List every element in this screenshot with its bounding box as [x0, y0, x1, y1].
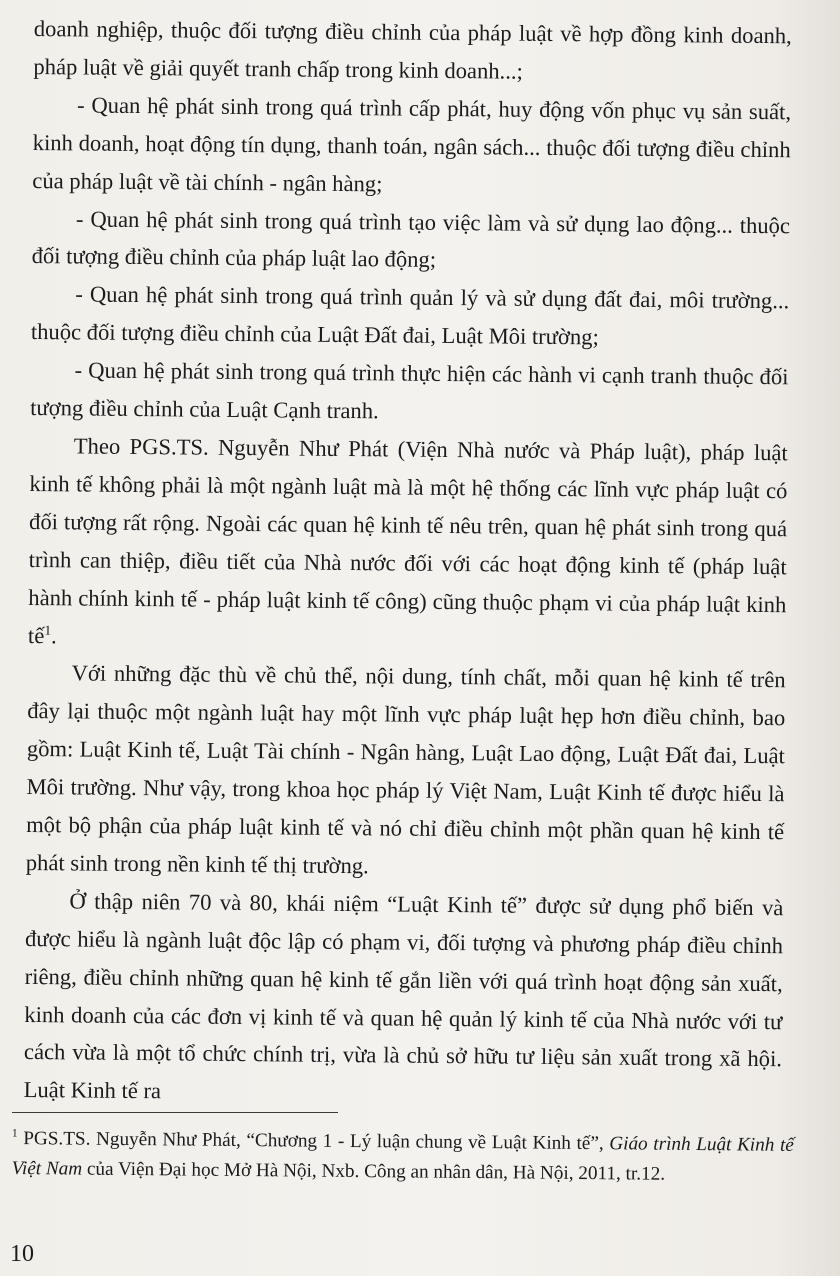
paragraph-labor: - Quan hệ phát sinh trong quá trình tạo việc làm và sử dụng lao động... thuộc đối tượng điều chỉnh của pháp luật lao động; [31, 205, 791, 273]
paragraph-land-environment: - Quan hệ phát sinh trong quá trình quản lý và sử dụng đất đai, môi trường... thuộc đối tượng điều chỉnh của Luật Đất đai, Luật Môi trường; [30, 281, 790, 350]
footnote-text-before: PGS.TS. Nguyễn Như Phát, “Chương 1 - Lý luận chung về Luật Kinh tế”, [17, 1128, 610, 1155]
footnote-text-after: của Viện Đại học Mở Hà Nội, Nxb. Công an nhân dân, Hà Nội, 2011, tr.12. [82, 1158, 666, 1185]
body-text [23, 10, 792, 1117]
paragraph-competition: - Quan hệ phát sinh trong quá trình thực hiện các hành vi cạnh tranh thuộc đối tượng điều chỉnh của Luật Cạnh tranh. [30, 357, 789, 424]
footnote-entry [11, 1124, 793, 1191]
paragraph-finance-banking: - Quan hệ phát sinh trong quá trình cấp phát, huy động vốn phục vụ sản suất, kinh doanh, hoạt động tín dụng, thanh toán, ngân sách... thuộc đối tượng điều chỉnh của pháp luật về tài chính - ngân hàng; [32, 92, 792, 196]
page-number: 10 [10, 1241, 34, 1267]
paragraph-period: . [50, 622, 57, 648]
paragraph-continuation: doanh nghiệp, thuộc đối tượng điều chỉnh của pháp luật về hợp đồng kinh doanh, pháp luật về giải quyết tranh chấp trong kinh doanh...; [33, 15, 792, 84]
footnote [11, 1124, 793, 1191]
paragraph-economic-law-text: Theo PGS.TS. Nguyễn Như Phát (Viện Nhà nước và Pháp luật), pháp luật kinh tế không phải là một ngành luật mà là một hệ thống các lĩnh vực pháp luật có đối tượng rất rộng. Ngoài các quan hệ kinh tế nêu trên, quan hệ phát sinh trong quá trình can thiệp, điều tiết của Nhà nước đối với các hoạt động kinh tế (pháp luật hành chính kinh tế - pháp luật kinh tế công) cũng thuộc phạm vi của pháp luật kinh tế [27, 433, 788, 648]
paragraph-economic-law-definition [28, 427, 788, 662]
paragraph-specifics: Với những đặc thù về chủ thể, nội dung, tính chất, mỗi quan hệ kinh tế trên đây lại thuộc một ngành luật hay một lĩnh vực pháp luật hẹp hơn điều chỉnh, bao gồm: Luật Kinh tế, Luật Tài chính - Ngân hàng, Luật Lao động, Luật Đất đai, Luật Môi trường. Như vậy, trong khoa học pháp lý Việt Nam, Luật Kinh tế được hiểu là một bộ phận của pháp luật kinh tế và nó chỉ điều chỉnh một phần quan hệ kinh tế phát sinh trong nền kinh tế thị trường. [25, 660, 786, 879]
footnote-divider [12, 1112, 338, 1113]
paragraph-history: Ở thập niên 70 và 80, khái niệm “Luật Kinh tế” được sử dụng phổ biến và được hiểu là ngành luật độc lập có phạm vi, đối tượng và phương pháp điều chỉnh riêng, điều chỉnh những quan hệ kinh tế gắn liền với quá trình hoạt động sản xuất, kinh doanh của các đơn vị kinh tế và quan hệ quản lý kinh tế của Nhà nước với tư cách vừa là một tổ chức chính trị, vừa là chủ sở hữu tư liệu sản xuất trong xã hội. Luật Kinh tế ra [23, 888, 784, 1104]
footnote-marker: 1 [11, 1127, 18, 1140]
footnote-reference[interactable]: 1 [44, 622, 52, 638]
footnote-book-title: Giáo trình Luật Kinh tế Việt Nam [11, 1133, 794, 1180]
